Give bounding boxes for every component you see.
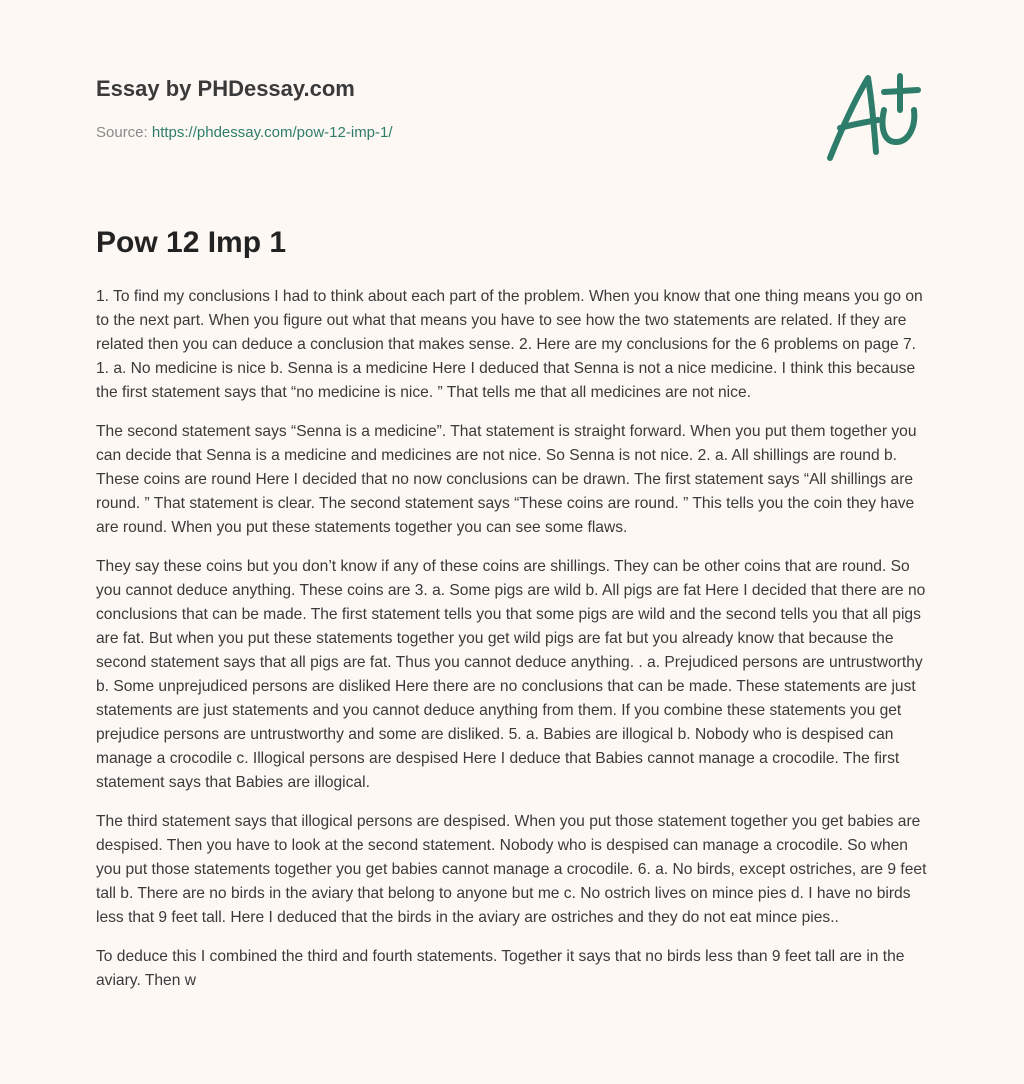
source-link[interactable]: https://phdessay.com/pow-12-imp-1/ xyxy=(151,124,393,141)
essay-paragraph: The second statement says “Senna is a medicine”. That statement is straight forward. When you put them together you can decide that Senna is a medicine and medicines are not nice. So Senna is not nice. 2. a. All shillings are round b. These coins are round Here I decided that no now conclusions can be drawn. The first statement says “All shillings are round. ” That statement is clear. The second statement says “These coins are round. ” This tells you the coin they have are round. When you put these statements together you can see some flaws. xyxy=(96,423,917,536)
essay-paragraph: They say these coins but you don’t know if any of these coins are shillings. They can be other coins that are round. So you cannot deduce anything. These coins are 3. a. Some pigs are wild b. All pigs are fat Here I decided that there are no conclusions that can be made. The first statement tells you that some pigs are wild and the second tells you that all pigs are fat. But when you put these statements together you get wild pigs are fat but you already know that because the second statement says that all pigs are fat. Thus you cannot deduce anything. . a. Prejudiced persons are untrustworthy b. Some unprejudiced persons are disliked Here there are no conclusions that can be made. These statements are just statements are just statements and you cannot deduce anything from them. If you combine these statements you get prejudice persons are untrustworthy and some are disliked. 5. a. Babies are illogical b. Nobody who is despised can manage a crocodile c. Illogical persons are despised Here I deduce that Babies cannot manage a crocodile. The first statement says that Babies are illogical. xyxy=(96,558,926,791)
source-label: Source: xyxy=(96,124,148,141)
a-plus-logo-icon xyxy=(820,66,930,166)
essay-paragraph: To deduce this I combined the third and fourth statements. Together it says that no birds less than 9 feet tall are in the aviary. Then w xyxy=(96,948,905,989)
source-line xyxy=(96,124,393,141)
essay-paragraph: 1. To find my conclusions I had to think about each part of the problem. When you know that one thing means you go on to the next part. When you figure out what that means you have to see how the two statements are related. If they are related then you can deduce a conclusion that makes sense. 2. Here are my conclusions for the 6 problems on page 7. 1. a. No medicine is nice b. Senna is a medicine Here I deduced that Senna is not a nice medicine. I think this because the first statement says that “no medicine is nice. ” That tells me that all medicines are not nice. xyxy=(96,288,923,401)
essay-paragraph: The third statement says that illogical persons are despised. When you put those statement together you get babies are despised. Then you have to look at the second statement. Nobody who is despised can manage a crocodile. So when you put those statements together you get babies cannot manage a crocodile. 6. a. No birds, except ostriches, are 9 feet tall b. There are no birds in the aviary that belong to anyone but me c. No ostrich lives on mince pies d. I have no birds less that 9 feet tall. Here I deduced that the birds in the aviary are ostriches and they do not eat mince pies.. xyxy=(96,813,927,926)
essay-title: Pow 12 Imp 1 xyxy=(96,226,287,259)
essay-body xyxy=(96,285,932,1008)
brand-title: Essay by PHDessay.com xyxy=(96,76,355,101)
